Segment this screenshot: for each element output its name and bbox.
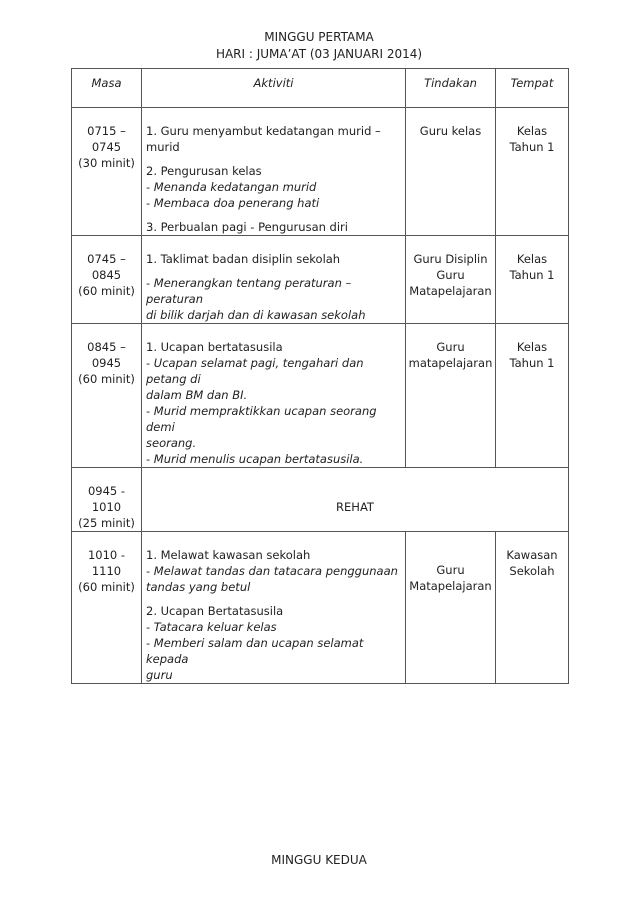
tindakan-cell: Guru matapelajaran xyxy=(406,324,496,468)
header-masa: Masa xyxy=(72,69,142,108)
tempat-cell: Kelas Tahun 1 xyxy=(496,236,569,324)
table-row xyxy=(72,532,569,684)
header-tindakan: Tindakan xyxy=(406,69,496,108)
table-header-row xyxy=(72,69,569,108)
table-row xyxy=(72,108,569,236)
table-row xyxy=(72,324,569,468)
time-cell: 0945 - 1010 (25 minit) xyxy=(72,468,142,532)
tindakan-cell: Guru Disiplin Guru Matapelajaran xyxy=(406,236,496,324)
table-row xyxy=(72,236,569,324)
activity-cell: 1. Ucapan bertatasusila - Ucapan selamat pagi, tengahari dan petang di dalam BM dan BI. - Murid mempraktikkan ucapan seorang demi seorang. - Murid menulis ucapan bertatasusila. xyxy=(142,324,406,468)
week-title: MINGGU PERTAMA xyxy=(264,30,374,44)
tempat-cell: Kelas Tahun 1 xyxy=(496,324,569,468)
activity-cell: 1. Taklimat badan disiplin sekolah - Menerangkan tentang peraturan – peraturan di bilik darjah dan di kawasan sekolah xyxy=(142,236,406,324)
header-tempat: Tempat xyxy=(496,69,569,108)
header-aktiviti: Aktiviti xyxy=(142,69,406,108)
day-title: HARI : JUMA’AT (03 JANUARI 2014) xyxy=(215,47,423,61)
schedule-table xyxy=(71,68,569,684)
tindakan-cell: Guru Matapelajaran xyxy=(406,532,496,684)
rehat-cell: REHAT xyxy=(142,468,569,532)
time-cell: 0845 – 0945 (60 minit) xyxy=(72,324,142,468)
footer-heading: MINGGU KEDUA xyxy=(271,853,367,867)
activity-cell: 1. Melawat kawasan sekolah - Melawat tandas dan tatacara penggunaan tandas yang betul 2. Ucapan Bertatasusila - Tatacara keluar kelas - Memberi salam dan ucapan selamat kepada guru xyxy=(142,532,406,684)
activity-cell: 1. Guru menyambut kedatangan murid – murid 2. Pengurusan kelas - Menanda kedatangan murid - Membaca doa penerang hati 3. Perbualan pagi - Pengurusan diri xyxy=(142,108,406,236)
tempat-cell: Kelas Tahun 1 xyxy=(496,108,569,236)
tempat-cell: Kawasan Sekolah xyxy=(496,532,569,684)
table-row xyxy=(72,468,569,532)
time-cell: 1010 - 1110 (60 minit) xyxy=(72,532,142,684)
time-cell: 0715 – 0745 (30 minit) xyxy=(72,108,142,236)
tindakan-cell: Guru kelas xyxy=(406,108,496,236)
document-heading xyxy=(0,29,638,63)
time-cell: 0745 – 0845 (60 minit) xyxy=(72,236,142,324)
